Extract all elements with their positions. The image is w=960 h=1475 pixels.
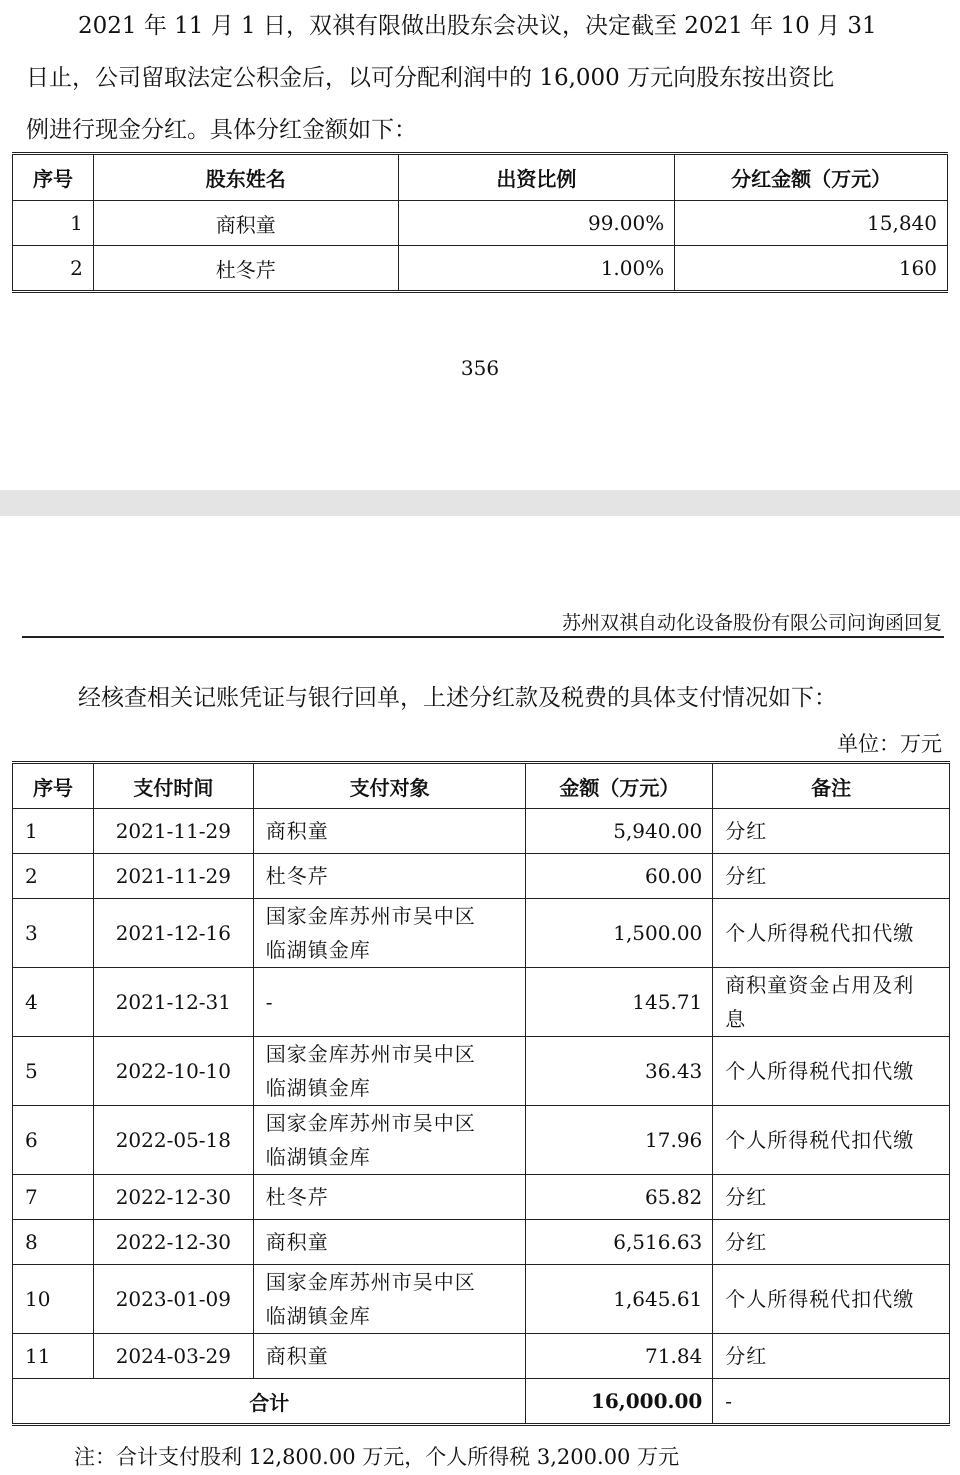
cell-dividend: 15,840 — [675, 201, 948, 246]
table-row — [13, 809, 950, 854]
cell-no: 1 — [13, 201, 94, 246]
cell-payee — [253, 854, 526, 899]
cell-no — [13, 1175, 94, 1220]
cell-payee-line: 国家金库苏州市吴中区 — [265, 904, 476, 928]
document-page-356 — [0, 0, 960, 490]
cell-payee-line: - — [265, 990, 274, 1014]
table-header-row — [13, 154, 948, 201]
cell-no-line: 6 — [25, 1128, 38, 1152]
cell-payee — [253, 1037, 526, 1106]
cell-payee — [253, 1175, 526, 1220]
total-row — [13, 1379, 950, 1425]
document-page-next — [0, 516, 960, 1475]
cell-payee — [253, 1220, 526, 1265]
cell-payee-line: 商积童 — [265, 1344, 329, 1368]
cell-remark — [713, 1037, 950, 1106]
table-row — [13, 968, 950, 1037]
cell-no — [13, 854, 94, 899]
dividend-allocation-table — [12, 152, 948, 293]
cell-amount-line: 60.00 — [645, 864, 703, 888]
cell-remark — [713, 899, 950, 968]
cell-amount-line: 17.96 — [645, 1128, 703, 1152]
table-row — [13, 201, 948, 246]
cell-payee-line: 临湖镇金库 — [265, 938, 371, 962]
cell-remark-line: 分红 — [725, 864, 768, 888]
cell-no — [13, 1265, 94, 1334]
unit-label: 单位：万元 — [837, 732, 942, 756]
cell-no — [13, 899, 94, 968]
page-separator — [0, 490, 960, 516]
cell-payee-line: 临湖镇金库 — [265, 1076, 371, 1100]
header-remark: 备注 — [713, 763, 950, 809]
cell-amount — [526, 1037, 713, 1106]
cell-no — [13, 1106, 94, 1175]
cell-amount — [526, 968, 713, 1037]
cell-shareholder: 杜冬芹 — [93, 246, 398, 292]
cell-remark-line: 个人所得税代扣代缴 — [725, 1287, 915, 1311]
cell-amount — [526, 1334, 713, 1379]
cell-remark — [713, 1220, 950, 1265]
cell-remark-line: 个人所得税代扣代缴 — [725, 921, 915, 945]
cell-payee — [253, 1106, 526, 1175]
table-row — [13, 1175, 950, 1220]
total-label: 合计 — [13, 1379, 526, 1425]
cell-amount-line: 6,516.63 — [613, 1230, 703, 1254]
cell-remark — [713, 1265, 950, 1334]
paragraph-line-1: 2021 年 11 月 1 日，双祺有限做出股东会决议，决定截至 2021 年 10 月 31 — [78, 13, 877, 39]
cell-date-line: 2024-03-29 — [115, 1344, 231, 1368]
cell-remark-line: 分红 — [725, 1185, 768, 1209]
header-shareholder: 股东姓名 — [93, 154, 398, 201]
cell-date — [93, 1037, 253, 1106]
cell-payee-line: 商积童 — [265, 819, 329, 843]
cell-amount-line: 36.43 — [645, 1059, 703, 1083]
cell-payee — [253, 968, 526, 1037]
cell-remark-line: 分红 — [725, 1344, 768, 1368]
cell-date-line: 2022-12-30 — [115, 1185, 231, 1209]
cell-date-line: 2022-12-30 — [115, 1230, 231, 1254]
cell-date — [93, 1265, 253, 1334]
cell-remark-line: 息 — [725, 1007, 747, 1031]
cell-remark — [713, 1334, 950, 1379]
cell-remark-line: 分红 — [725, 1230, 768, 1254]
cell-remark — [713, 809, 950, 854]
paragraph-line-2: 日止，公司留取法定公积金后，以可分配利润中的 16,000 万元向股东按出资比 — [26, 65, 835, 91]
header-amount: 金额（万元） — [526, 763, 713, 809]
table-row — [13, 1334, 950, 1379]
cell-payee-line: 临湖镇金库 — [265, 1145, 371, 1169]
table-row — [13, 1265, 950, 1334]
cell-no — [13, 1334, 94, 1379]
cell-amount-line: 145.71 — [632, 990, 703, 1014]
cell-remark — [713, 1106, 950, 1175]
cell-date — [93, 968, 253, 1037]
header-date: 支付时间 — [93, 763, 253, 809]
cell-dividend: 160 — [675, 246, 948, 292]
cell-date — [93, 899, 253, 968]
cell-date — [93, 809, 253, 854]
payment-intro-paragraph: 经核查相关记账凭证与银行回单，上述分红款及税费的具体支付情况如下： — [78, 685, 837, 711]
cell-no — [13, 968, 94, 1037]
cell-no — [13, 1220, 94, 1265]
cell-date-line: 2021-11-29 — [115, 819, 231, 843]
cell-payee-line: 国家金库苏州市吴中区 — [265, 1042, 476, 1066]
table-row — [13, 1037, 950, 1106]
cell-no-line: 3 — [25, 921, 38, 945]
running-header-title: 苏州双祺自动化设备股份有限公司问询函回复 — [561, 612, 942, 634]
cell-date-line: 2021-12-31 — [115, 990, 231, 1014]
cell-ratio: 1.00% — [398, 246, 675, 292]
cell-amount-line: 5,940.00 — [613, 819, 703, 843]
payment-details-table — [12, 761, 950, 1426]
cell-remark-line: 分红 — [725, 819, 768, 843]
cell-date-line: 2023-01-09 — [115, 1287, 231, 1311]
cell-amount — [526, 809, 713, 854]
cell-payee-line: 商积童 — [265, 1230, 329, 1254]
cell-amount — [526, 1106, 713, 1175]
cell-amount — [526, 1175, 713, 1220]
cell-ratio: 99.00% — [398, 201, 675, 246]
cell-amount-line: 1,645.61 — [613, 1287, 703, 1311]
cell-amount — [526, 1220, 713, 1265]
header-ratio: 出资比例 — [398, 154, 675, 201]
cell-amount — [526, 1265, 713, 1334]
header-dividend: 分红金额（万元） — [675, 154, 948, 201]
cell-payee-line: 杜冬芹 — [265, 864, 329, 888]
total-amount: 16,000.00 — [526, 1379, 713, 1425]
cell-payee — [253, 809, 526, 854]
cell-payee — [253, 1334, 526, 1379]
cell-amount — [526, 899, 713, 968]
cell-no-line: 5 — [25, 1059, 38, 1083]
cell-payee — [253, 1265, 526, 1334]
cell-payee — [253, 899, 526, 968]
paragraph-line-3: 例进行现金分红。具体分红金额如下： — [26, 117, 417, 143]
cell-date-line: 2021-11-29 — [115, 864, 231, 888]
dividend-resolution-paragraph — [26, 0, 944, 156]
table-row — [13, 246, 948, 292]
table-note: 注：合计支付股利 12,800.00 万元，个人所得税 3,200.00 万元 — [74, 1445, 680, 1469]
cell-amount-line: 71.84 — [645, 1344, 703, 1368]
cell-payee-line: 国家金库苏州市吴中区 — [265, 1270, 476, 1294]
cell-amount-line: 65.82 — [645, 1185, 703, 1209]
table-row — [13, 899, 950, 968]
total-remark: - — [713, 1379, 950, 1425]
cell-no: 2 — [13, 246, 94, 292]
cell-no — [13, 1037, 94, 1106]
header-payee: 支付对象 — [253, 763, 526, 809]
payment-rows — [13, 809, 950, 1379]
cell-amount — [526, 854, 713, 899]
cell-no-line: 2 — [25, 864, 38, 888]
cell-shareholder: 商积童 — [93, 201, 398, 246]
cell-date — [93, 1334, 253, 1379]
cell-no-line: 1 — [25, 819, 38, 843]
cell-no-line: 7 — [25, 1185, 38, 1209]
cell-payee-line: 临湖镇金库 — [265, 1304, 371, 1328]
table-row — [13, 1220, 950, 1265]
cell-remark-line: 商积童资金占用及利 — [725, 973, 915, 997]
cell-remark — [713, 1175, 950, 1220]
cell-no-line: 8 — [25, 1230, 38, 1254]
table-header-row — [13, 763, 950, 809]
cell-remark-line: 个人所得税代扣代缴 — [725, 1128, 915, 1152]
cell-remark-line: 个人所得税代扣代缴 — [725, 1059, 915, 1083]
table-row — [13, 854, 950, 899]
header-no: 序号 — [13, 763, 94, 809]
cell-no-line: 11 — [25, 1344, 51, 1368]
cell-date — [93, 1106, 253, 1175]
cell-date — [93, 854, 253, 899]
cell-no — [13, 809, 94, 854]
header-no: 序号 — [13, 154, 94, 201]
header-rule — [22, 636, 944, 638]
table-row — [13, 1106, 950, 1175]
cell-payee-line: 杜冬芹 — [265, 1185, 329, 1209]
cell-no-line: 10 — [25, 1287, 51, 1311]
cell-date-line: 2022-05-18 — [115, 1128, 231, 1152]
page-number: 356 — [460, 356, 500, 380]
cell-date — [93, 1175, 253, 1220]
cell-remark — [713, 854, 950, 899]
cell-amount-line: 1,500.00 — [613, 921, 703, 945]
cell-date-line: 2021-12-16 — [115, 921, 231, 945]
cell-date — [93, 1220, 253, 1265]
cell-remark — [713, 968, 950, 1037]
cell-date-line: 2022-10-10 — [115, 1059, 231, 1083]
cell-payee-line: 国家金库苏州市吴中区 — [265, 1111, 476, 1135]
cell-no-line: 4 — [25, 990, 38, 1014]
